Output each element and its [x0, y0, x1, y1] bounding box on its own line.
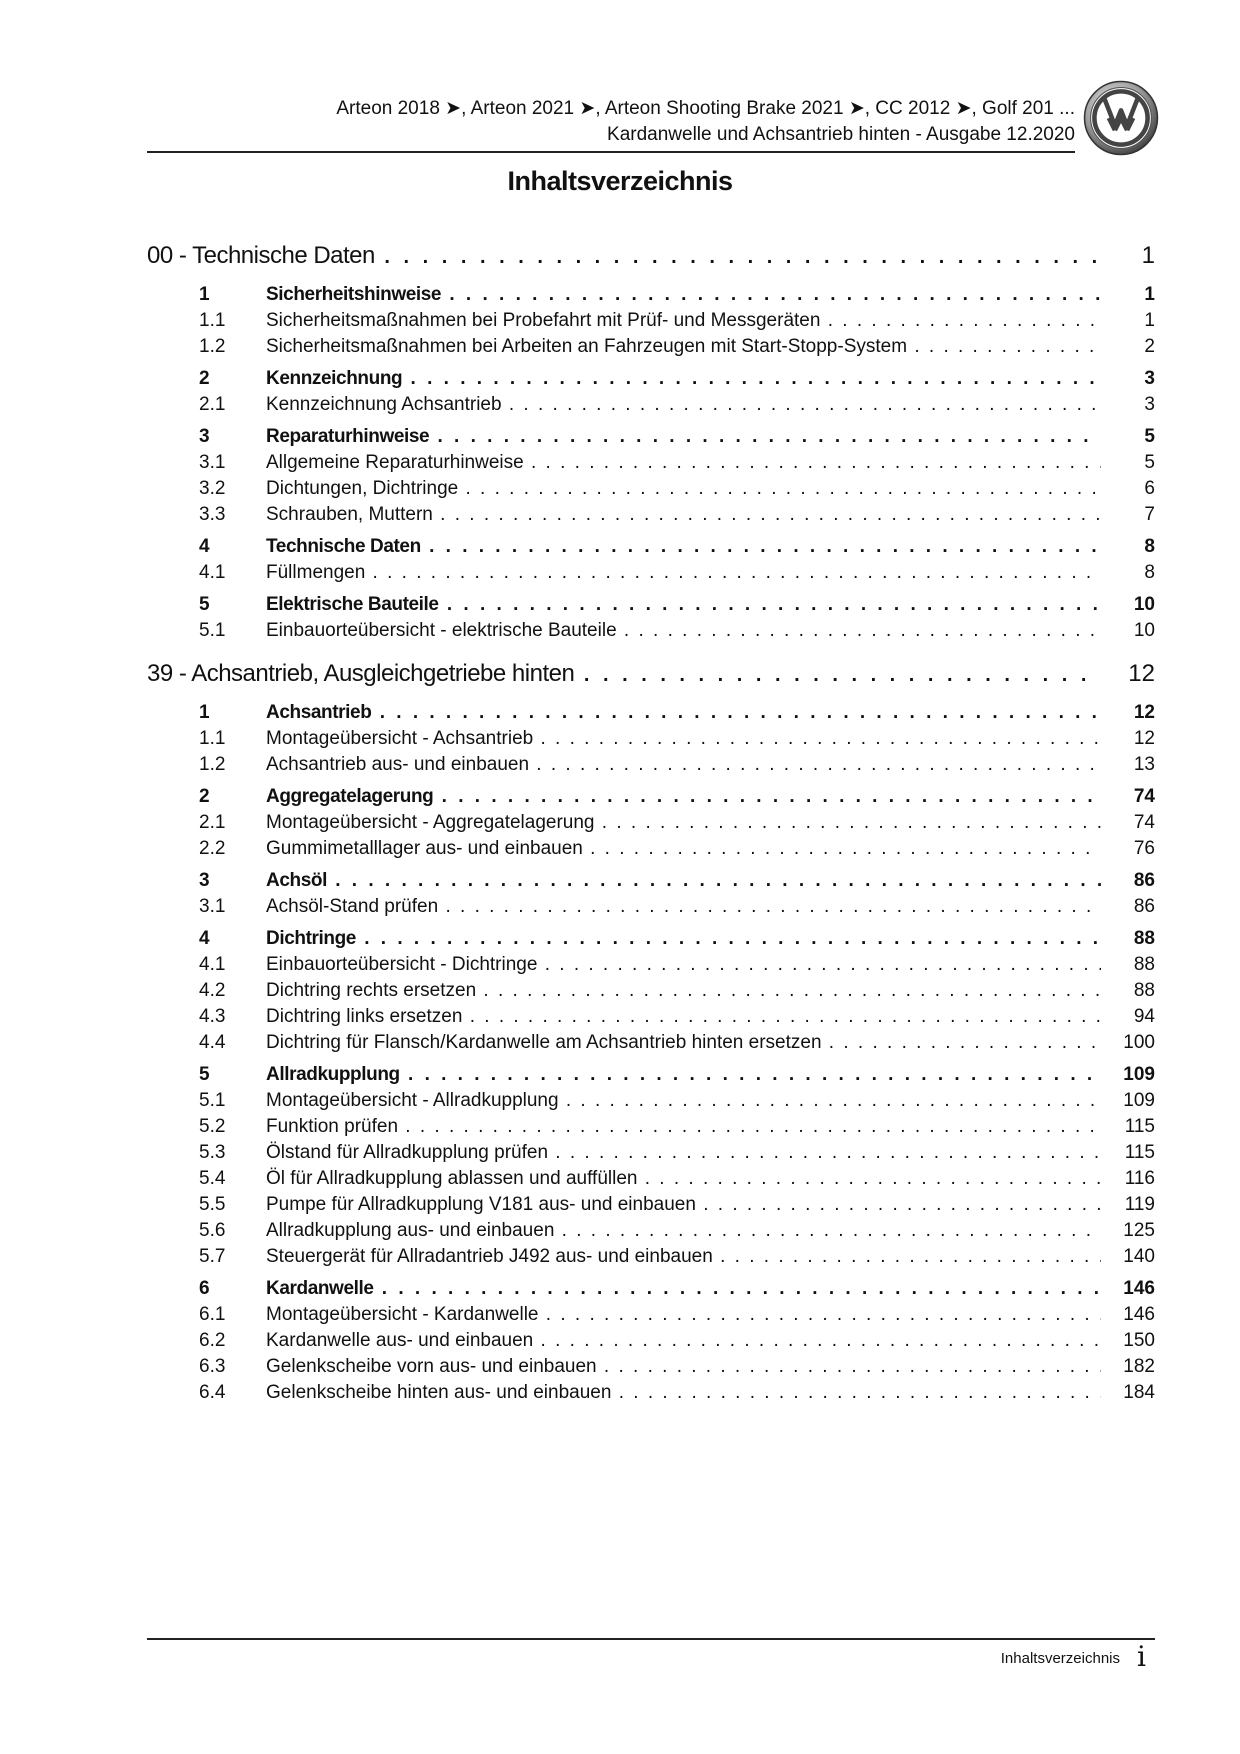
toc-section-title: Kennzeichnung	[266, 368, 403, 389]
toc-subsection-title: Allgemeine Reparaturhinweise	[266, 452, 524, 473]
toc-subsection-number: 5.2	[199, 1116, 226, 1137]
toc-subsection-page: 86	[1133, 896, 1155, 917]
toc-subsection-page: 109	[1123, 1090, 1155, 1111]
toc-section-title: Sicherheitshinweise	[266, 284, 442, 305]
toc-section[interactable]	[147, 926, 1155, 952]
toc-subsection[interactable]	[147, 560, 1155, 586]
toc-subsection[interactable]	[147, 1354, 1155, 1380]
toc-subsection-title: Einbauorteübersicht - elektrische Bauteile	[266, 620, 617, 641]
toc-subsection-title: Sicherheitsmaßnahmen bei Probefahrt mit Prüf- und Messgeräten	[266, 310, 821, 331]
toc-section-number: 2	[199, 786, 210, 807]
toc-subsection-page: 100	[1123, 1032, 1155, 1053]
toc-section-page: 12	[1133, 702, 1155, 723]
toc-subsection-number: 2.1	[199, 394, 226, 415]
toc-subsection[interactable]	[147, 752, 1155, 778]
toc-section[interactable]	[147, 868, 1155, 894]
toc-subsection-title: Achsantrieb aus- und einbauen	[266, 754, 530, 775]
toc-section-number: 4	[199, 536, 210, 557]
toc-section-title: Elektrische Bauteile	[266, 594, 439, 615]
toc-section[interactable]	[147, 592, 1155, 618]
toc-section-number: 1	[199, 284, 210, 305]
toc-section-number: 3	[199, 870, 210, 891]
toc-subsection[interactable]	[147, 1218, 1155, 1244]
toc-section-title: Achsöl	[266, 870, 327, 891]
toc-section[interactable]	[147, 366, 1155, 392]
header-subtitle: Kardanwelle und Achsantrieb hinten - Ausgabe 12.2020	[607, 124, 1075, 145]
toc-subsection[interactable]	[147, 618, 1155, 644]
toc-subsection-page: 88	[1133, 954, 1155, 975]
toc-subsection-title: Pumpe für Allradkupplung V181 aus- und einbauen	[266, 1194, 696, 1215]
toc-section-number: 5	[199, 1064, 210, 1085]
toc-section-number: 1	[199, 702, 210, 723]
toc-subsection-title: Kardanwelle aus- und einbauen	[266, 1330, 534, 1351]
vw-logo-icon	[1083, 80, 1159, 156]
toc-subsection[interactable]	[147, 894, 1155, 920]
toc-subsection-page: 115	[1124, 1116, 1155, 1137]
toc-subsection-page: 184	[1123, 1382, 1155, 1403]
toc-subsection-page: 12	[1133, 728, 1155, 749]
toc-subsection-title: Steuergerät für Allradantrieb J492 aus- und einbauen	[266, 1246, 713, 1267]
toc-section-page: 10	[1133, 594, 1155, 615]
toc-subsection-number: 2.2	[199, 838, 226, 859]
toc-section-page: 109	[1123, 1064, 1155, 1085]
toc-subsection-number: 6.4	[199, 1382, 226, 1403]
toc-section-title: Allradkupplung	[266, 1064, 400, 1085]
toc-subsection-number: 5.4	[199, 1168, 226, 1189]
toc-subsection-title: Montageübersicht - Allradkupplung	[266, 1090, 559, 1111]
toc-section-title: Aggregatelagerung	[266, 786, 434, 807]
toc-subsection-title: Achsöl-Stand prüfen	[266, 896, 439, 917]
toc-subsection[interactable]	[147, 1166, 1155, 1192]
toc-subsection[interactable]	[147, 1302, 1155, 1328]
toc-chapter-page: 1	[1141, 242, 1155, 269]
toc-subsection-number: 1.2	[199, 336, 226, 357]
toc-subsection-page: 5	[1144, 452, 1155, 473]
toc-section-title: Kardanwelle	[266, 1278, 374, 1299]
toc-subsection[interactable]	[147, 726, 1155, 752]
toc-subsection[interactable]	[147, 952, 1155, 978]
toc-subsection[interactable]	[147, 1244, 1155, 1270]
toc-subsection-number: 4.2	[199, 980, 226, 1001]
toc-section-title: Technische Daten	[266, 536, 421, 557]
toc-subsection-number: 5.7	[199, 1246, 226, 1267]
toc-subsection-title: Dichtring rechts ersetzen	[266, 980, 477, 1001]
toc-subsection[interactable]	[147, 978, 1155, 1004]
toc-subsection-title: Kennzeichnung Achsantrieb	[266, 394, 502, 415]
toc-chapter-title: 39 - Achsantrieb, Ausgleichgetriebe hinten	[147, 660, 575, 687]
toc-subsection-page: 88	[1133, 980, 1155, 1001]
table-of-contents	[147, 236, 1155, 1406]
toc-subsection-title: Sicherheitsmaßnahmen bei Arbeiten an Fahrzeugen mit Start-Stopp-System	[266, 336, 908, 357]
toc-subsection-number: 4.1	[199, 562, 226, 583]
footer-page-number: i	[1137, 1640, 1146, 1673]
toc-subsection-page: 1	[1144, 310, 1155, 331]
toc-section[interactable]	[147, 700, 1155, 726]
toc-subsection[interactable]	[147, 334, 1155, 360]
toc-subsection-number: 6.3	[199, 1356, 226, 1377]
toc-section-page: 5	[1144, 426, 1155, 447]
toc-section-page: 1	[1144, 284, 1155, 305]
toc-subsection-title: Funktion prüfen	[266, 1116, 399, 1137]
toc-section-page: 88	[1133, 928, 1155, 949]
toc-subsection-number: 3.3	[199, 504, 226, 525]
toc-subsection-page: 7	[1144, 504, 1155, 525]
toc-section-page: 86	[1133, 870, 1155, 891]
toc-section[interactable]	[147, 424, 1155, 450]
toc-section-page: 146	[1123, 1278, 1155, 1299]
toc-chapter-page: 12	[1128, 660, 1155, 687]
toc-subsection-number: 1.1	[199, 310, 226, 331]
toc-section-number: 2	[199, 368, 210, 389]
toc-subsection-number: 3.1	[199, 452, 226, 473]
toc-subsection-title: Öl für Allradkupplung ablassen und auffüllen	[266, 1168, 638, 1189]
toc-subsection-page: 116	[1124, 1168, 1155, 1189]
toc-subsection-title: Schrauben, Muttern	[266, 504, 433, 525]
toc-section-page: 3	[1144, 368, 1155, 389]
toc-subsection-number: 6.1	[199, 1304, 226, 1325]
toc-subsection-title: Allradkupplung aus- und einbauen	[266, 1220, 555, 1241]
toc-subsection-number: 4.3	[199, 1006, 226, 1027]
toc-subsection[interactable]	[147, 1030, 1155, 1056]
toc-subsection-title: Gelenkscheibe vorn aus- und einbauen	[266, 1356, 597, 1377]
toc-subsection-page: 140	[1123, 1246, 1155, 1267]
toc-subsection-page: 182	[1123, 1356, 1155, 1377]
toc-section-page: 74	[1133, 786, 1155, 807]
toc-subsection-number: 1.1	[199, 728, 226, 749]
toc-subsection-number: 6.2	[199, 1330, 226, 1351]
toc-section[interactable]	[147, 784, 1155, 810]
page-title: Inhaltsverzeichnis	[507, 166, 733, 196]
toc-subsection-number: 1.2	[199, 754, 226, 775]
toc-section-number: 6	[199, 1278, 210, 1299]
toc-chapter[interactable]	[147, 236, 1155, 276]
toc-section[interactable]	[147, 282, 1155, 308]
toc-subsection-number: 5.5	[199, 1194, 226, 1215]
header-models: Arteon 2018 ➤, Arteon 2021 ➤, Arteon Shooting Brake 2021 ➤, CC 2012 ➤, Golf 201 ...	[336, 98, 1075, 119]
toc-chapter-title: 00 - Technische Daten	[147, 242, 375, 269]
toc-subsection[interactable]	[147, 392, 1155, 418]
header-divider	[147, 151, 1075, 153]
toc-subsection-page: 146	[1123, 1304, 1155, 1325]
toc-section-number: 4	[199, 928, 210, 949]
toc-section[interactable]	[147, 534, 1155, 560]
toc-subsection-title: Montageübersicht - Achsantrieb	[266, 728, 534, 749]
toc-subsection-page: 115	[1124, 1142, 1155, 1163]
toc-subsection-page: 3	[1144, 394, 1155, 415]
toc-section-number: 5	[199, 594, 210, 615]
toc-subsection-title: Dichtungen, Dichtringe	[266, 478, 459, 499]
toc-subsection[interactable]	[147, 1328, 1155, 1354]
toc-subsection-title: Füllmengen	[266, 562, 366, 583]
toc-subsection-title: Dichtring links ersetzen	[266, 1006, 463, 1027]
toc-subsection[interactable]	[147, 1004, 1155, 1030]
toc-subsection-title: Ölstand für Allradkupplung prüfen	[266, 1142, 549, 1163]
toc-subsection-number: 5.1	[199, 1090, 226, 1111]
toc-section[interactable]	[147, 1062, 1155, 1088]
toc-subsection-page: 150	[1123, 1330, 1155, 1351]
toc-subsection-page: 76	[1133, 838, 1155, 859]
toc-section-title: Achsantrieb	[266, 702, 372, 723]
toc-subsection[interactable]	[147, 1380, 1155, 1406]
footer-label: Inhaltsverzeichnis	[1000, 1650, 1120, 1667]
toc-subsection[interactable]	[147, 1088, 1155, 1114]
toc-subsection-number: 3.2	[199, 478, 226, 499]
page-header	[147, 96, 1075, 148]
toc-subsection[interactable]	[147, 502, 1155, 528]
footer-divider	[147, 1638, 1155, 1640]
toc-subsection-number: 5.6	[199, 1220, 226, 1241]
toc-section-page: 8	[1144, 536, 1155, 557]
toc-subsection-page: 8	[1144, 562, 1155, 583]
toc-subsection[interactable]	[147, 450, 1155, 476]
toc-subsection-title: Gummimetalllager aus- und einbauen	[266, 838, 583, 859]
toc-subsection[interactable]	[147, 836, 1155, 862]
toc-section-number: 3	[199, 426, 210, 447]
toc-subsection-page: 6	[1144, 478, 1155, 499]
toc-section-title: Dichtringe	[266, 928, 356, 949]
toc-subsection[interactable]	[147, 476, 1155, 502]
toc-subsection-page: 74	[1133, 812, 1155, 833]
toc-subsection-title: Einbauorteübersicht - Dichtringe	[266, 954, 538, 975]
toc-subsection-page: 94	[1133, 1006, 1155, 1027]
toc-chapter[interactable]	[147, 654, 1155, 694]
toc-subsection-title: Montageübersicht - Aggregatelagerung	[266, 812, 595, 833]
toc-subsection[interactable]	[147, 1192, 1155, 1218]
toc-subsection-page: 2	[1144, 336, 1155, 357]
toc-subsection[interactable]	[147, 1140, 1155, 1166]
toc-subsection-number: 5.3	[199, 1142, 226, 1163]
toc-subsection[interactable]	[147, 1114, 1155, 1140]
toc-subsection-page: 119	[1124, 1194, 1155, 1215]
toc-subsection-number: 4.1	[199, 954, 226, 975]
toc-subsection[interactable]	[147, 810, 1155, 836]
toc-subsection-page: 125	[1123, 1220, 1155, 1241]
toc-subsection-title: Gelenkscheibe hinten aus- und einbauen	[266, 1382, 612, 1403]
toc-subsection-title: Dichtring für Flansch/Kardanwelle am Achsantrieb hinten ersetzen	[266, 1032, 822, 1053]
toc-subsection-number: 2.1	[199, 812, 226, 833]
toc-subsection-number: 4.4	[199, 1032, 226, 1053]
toc-section-title: Reparaturhinweise	[266, 426, 430, 447]
toc-section[interactable]	[147, 1276, 1155, 1302]
toc-subsection-number: 3.1	[199, 896, 226, 917]
toc-subsection-number: 5.1	[199, 620, 226, 641]
toc-subsection-page: 10	[1133, 620, 1155, 641]
toc-subsection-title: Montageübersicht - Kardanwelle	[266, 1304, 539, 1325]
toc-subsection-page: 13	[1133, 754, 1155, 775]
toc-subsection[interactable]	[147, 308, 1155, 334]
